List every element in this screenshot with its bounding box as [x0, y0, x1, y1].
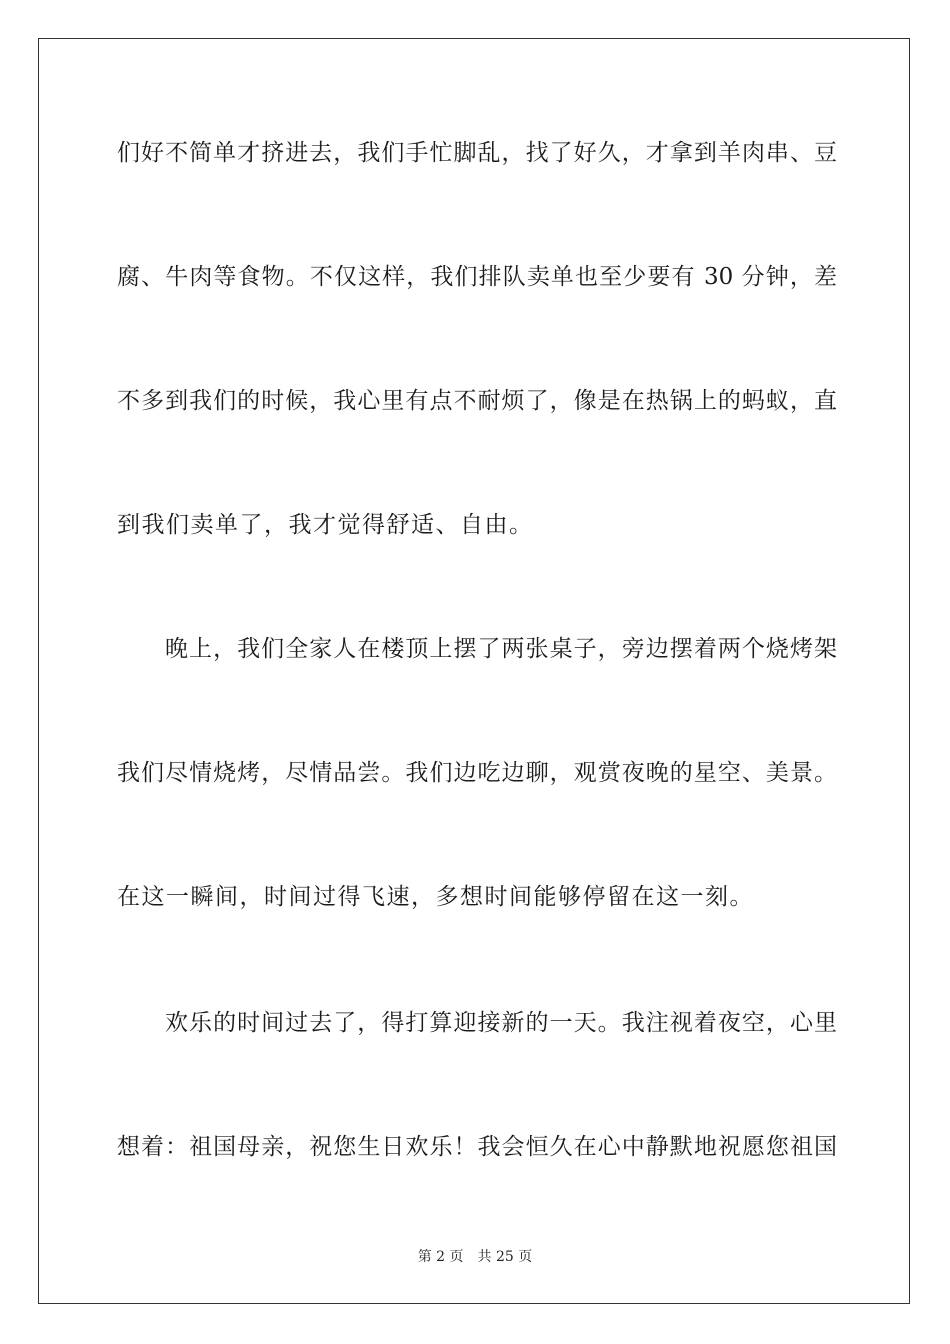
paragraph-line-6: 我们尽情烧烤，尽情品尝。我们边吃边聊，观赏夜晚的星空、美景。 [117, 760, 837, 786]
paragraph-line-9: 想着：祖国母亲，祝您生日欢乐！我会恒久在心中静默地祝愿您祖国 [117, 1134, 837, 1160]
page-total: 共 25 页 [477, 1249, 533, 1265]
page-footer [0, 1248, 950, 1266]
page-border [38, 38, 910, 1304]
paragraph-line-5: 晚上，我们全家人在楼顶上摆了两张桌子，旁边摆着两个烧烤架 [165, 636, 837, 662]
paragraph-line-7: 在这一瞬间，时间过得飞速，多想时间能够停留在这一刻。 [117, 884, 754, 910]
paragraph-line-1: 们好不简单才挤进去，我们手忙脚乱，找了好久，才拿到羊肉串、豆 [117, 140, 837, 166]
paragraph-line-4: 到我们卖单了，我才觉得舒适、自由。 [117, 512, 534, 538]
paragraph-line-2: 腐、牛肉等食物。不仅这样，我们排队卖单也至少要有 30 分钟，差 [117, 264, 837, 290]
paragraph-line-3: 不多到我们的时候，我心里有点不耐烦了，像是在热锅上的蚂蚁，直 [117, 388, 837, 414]
paragraph-line-8: 欢乐的时间过去了，得打算迎接新的一天。我注视着夜空，心里 [165, 1010, 837, 1036]
page-number: 第 2 页 [417, 1249, 464, 1265]
